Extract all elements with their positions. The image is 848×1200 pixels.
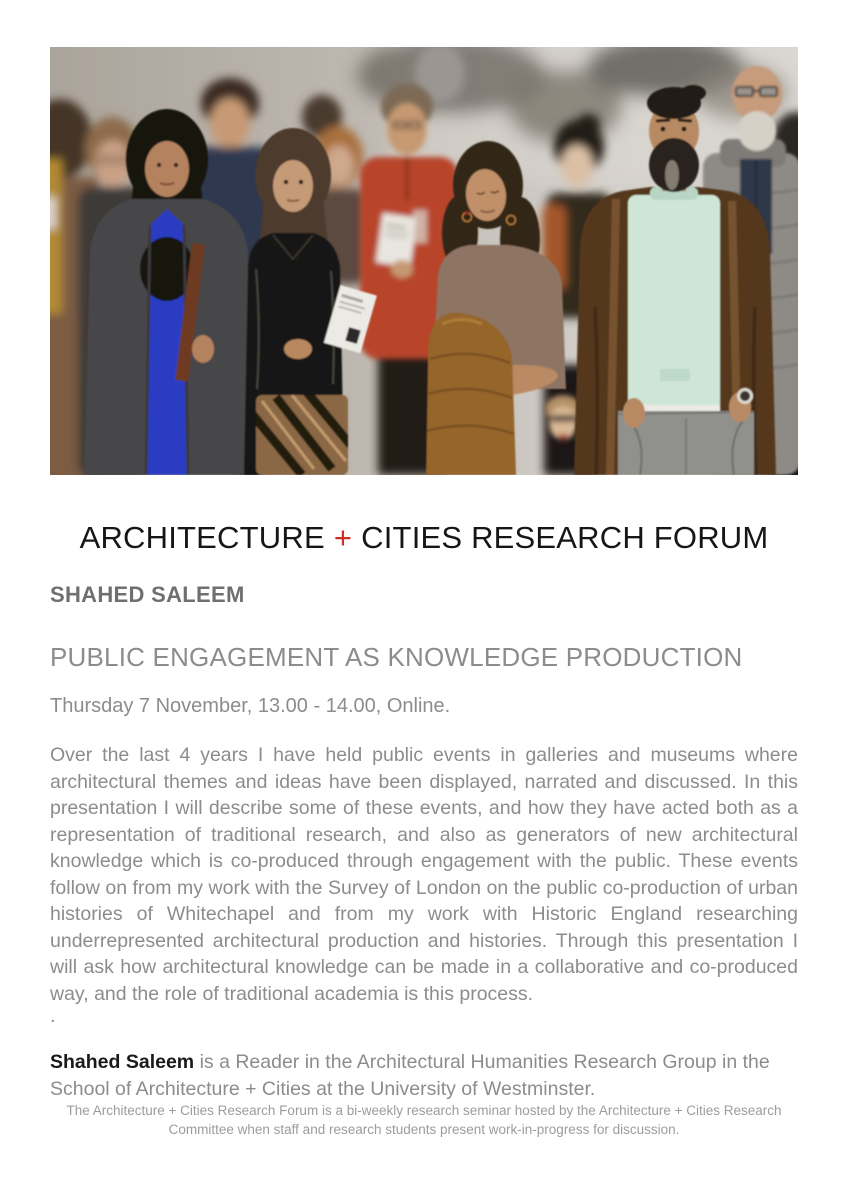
speaker-bio — [50, 1049, 798, 1103]
audience-photo-illustration — [50, 47, 798, 475]
forum-title-left: ARCHITECTURE — [79, 520, 325, 555]
bio-text: is a Reader in the Architectural Humanities Research Group in the School of Architecture + Cities at the University of Westminster. — [50, 1051, 770, 1100]
abstract-text: Over the last 4 years I have held public events in galleries and museums where architectural themes and ideas have been displayed, narrated and discussed. In this presentation I will describe some of these events, and how they have acted both as a representation of traditional research, and also as generators of new architectural knowledge which is co-produced through engagement with the public. These events follow on from my work with the Survey of London on the public co-production of urban histories of Whitechapel and from my work with Historic England researching underrepresented architectural production and histories. Through this presentation I will ask how architectural knowledge can be made in a collaborative and co-produced way, and the role of traditional academia is this process. — [50, 744, 798, 1005]
bio-speaker-name: Shahed Saleem — [50, 1051, 195, 1073]
forum-title-right: CITIES RESEARCH FORUM — [361, 520, 769, 555]
forum-title — [50, 520, 798, 556]
speaker-name: SHAHED SALEEM — [50, 582, 245, 607]
stray-period: . — [50, 1005, 56, 1027]
event-photo — [50, 47, 798, 475]
forum-title-plus: + — [333, 520, 353, 555]
event-datetime: Thursday 7 November, 13.00 - 14.00, Online. — [50, 695, 451, 717]
footer-note: The Architecture + Cities Research Forum is a bi-weekly research seminar hosted by the Architecture + Cities Research Committee when staff and research students present work-in-progress for discussion. — [66, 1103, 782, 1137]
talk-title: PUBLIC ENGAGEMENT AS KNOWLEDGE PRODUCTION — [50, 642, 743, 672]
